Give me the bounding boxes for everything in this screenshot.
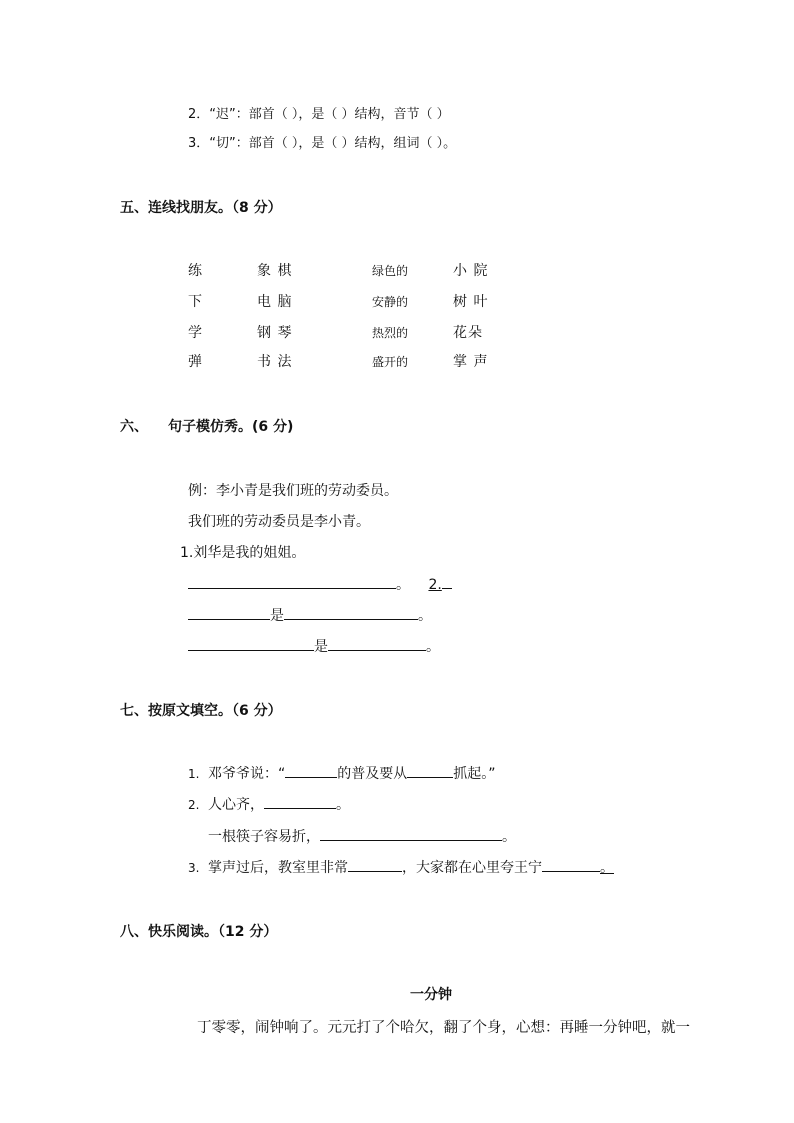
section-7-title: 七、按原文填空。（6 分）	[120, 703, 282, 719]
match-col1-item-2[interactable]: 下	[188, 294, 203, 310]
match-col4-item-4[interactable]: 掌 声	[453, 354, 489, 370]
blank-q2a[interactable]	[264, 794, 336, 809]
blank-q2b[interactable]	[320, 826, 502, 841]
fill-question-2[interactable]: 2. 人心齐， 。	[188, 794, 350, 814]
match-col4-item-2[interactable]: 树 叶	[453, 294, 489, 310]
section-5-title: 五、连线找朋友。（8 分）	[120, 200, 282, 216]
match-col2-item-4[interactable]: 书 法	[257, 354, 293, 370]
match-col2-item-2[interactable]: 电 脑	[257, 294, 293, 310]
question-3-qie: 3．“切”：部首（ ），是（ ）结构，组词（ ）。	[188, 136, 457, 151]
blank-q3a[interactable]	[348, 857, 402, 872]
period: 。	[418, 608, 432, 624]
period: 。	[426, 639, 440, 655]
fill-question-1[interactable]: 1. 邓爷爷说：“ 的普及要从 抓起。”	[188, 763, 496, 783]
period: 。	[396, 577, 410, 593]
match-col4-item-3[interactable]: 花朵	[453, 325, 483, 341]
passage-title: 一分钟	[410, 987, 452, 1003]
example-sentence-2: 我们班的劳动委员是李小青。	[188, 514, 370, 530]
match-col3-item-2[interactable]: 安静的	[372, 295, 409, 309]
match-col3-item-3[interactable]: 热烈的	[372, 326, 409, 340]
shi-word: 是	[314, 639, 328, 655]
match-col3-item-1[interactable]: 绿色的	[372, 264, 409, 278]
answer-line-2[interactable]	[188, 605, 432, 625]
shi-word: 是	[270, 608, 284, 624]
match-col4-item-1[interactable]: 小 院	[453, 263, 489, 279]
blank-3b[interactable]	[328, 636, 426, 651]
question-1-sentence: 1.刘华是我的姐姐。	[180, 545, 306, 561]
answer-line-1[interactable]	[188, 574, 452, 594]
question-2-chi: 2．“迟”：部首（ ），是（ ）结构，音节（ ）	[188, 107, 450, 122]
match-col2-item-1[interactable]: 象 棋	[257, 263, 293, 279]
blank-q3b[interactable]	[542, 857, 600, 872]
blank-1[interactable]	[188, 574, 396, 589]
match-col1-item-4[interactable]: 弹	[188, 354, 203, 370]
match-col1-item-3[interactable]: 学	[188, 325, 203, 341]
match-col1-item-1[interactable]: 练	[188, 263, 203, 279]
blank-2a[interactable]	[188, 605, 270, 620]
blank-q1a[interactable]	[285, 763, 337, 778]
fill-question-3[interactable]: 3. 掌声过后，教室里非常 ，大家都在心里夸王宁 。	[188, 857, 614, 877]
section-6-number: 六、	[120, 419, 148, 435]
blank-3a[interactable]	[188, 636, 314, 651]
blank-q1b[interactable]	[407, 763, 453, 778]
passage-line-1: 丁零零，闹钟响了。元元打了个哈欠，翻了个身，心想：再睡一分钟吧，就一	[197, 1020, 690, 1036]
answer-line-3[interactable]	[188, 636, 440, 656]
blank-2b[interactable]	[284, 605, 418, 620]
question-2-label: 2.	[428, 577, 442, 593]
fill-question-2b[interactable]: 一根筷子容易折， 。	[208, 826, 516, 846]
section-8-title: 八、快乐阅读。（12 分）	[120, 924, 278, 940]
section-6-title: 句子模仿秀。(6 分)	[168, 419, 294, 435]
example-sentence-1: 例：李小青是我们班的劳动委员。	[188, 483, 398, 499]
match-col2-item-3[interactable]: 钢 琴	[257, 325, 293, 341]
match-col3-item-4[interactable]: 盛开的	[372, 355, 409, 369]
